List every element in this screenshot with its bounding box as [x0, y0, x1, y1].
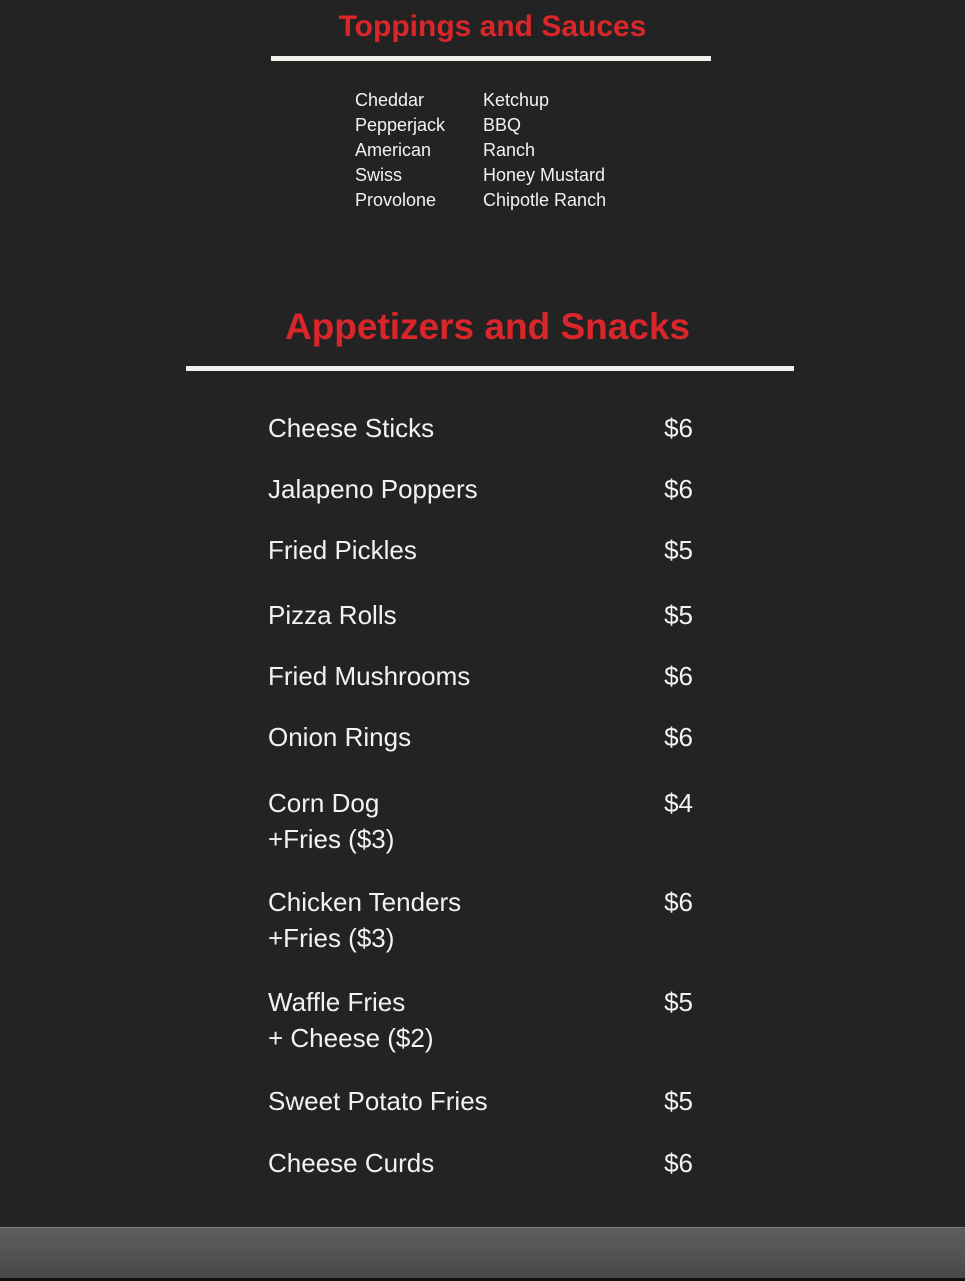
menu-item-cheese-curds	[268, 1145, 693, 1181]
list-item: Chipotle Ranch	[483, 190, 607, 210]
menu-item-name: Onion Rings	[268, 722, 412, 752]
menu-item-fried-mushrooms	[268, 658, 693, 694]
appetizers-section-title: Appetizers and Snacks	[284, 306, 691, 347]
list-item: Provolone	[355, 190, 437, 210]
menu-item-price: $5	[664, 1086, 693, 1116]
appetizers-divider	[186, 366, 794, 371]
list-item: Ranch	[483, 140, 536, 160]
menu-item-onion-rings	[268, 719, 693, 755]
menu-item-price: $6	[664, 1148, 693, 1178]
list-item: American	[355, 140, 432, 160]
menu-item-price: $5	[664, 987, 693, 1017]
footer-bar	[0, 1227, 965, 1281]
menu-item-name: Cheese Sticks	[268, 413, 435, 443]
menu-item-addon: +Fries ($3)	[268, 824, 395, 854]
toppings-divider	[271, 56, 711, 61]
menu-item-sweet-potato-fries	[268, 1083, 693, 1119]
toppings-section-title: Toppings and Sauces	[338, 10, 647, 43]
menu-item-jalapeno-poppers	[268, 471, 693, 507]
cheese-list	[355, 88, 445, 213]
list-item: Swiss	[355, 165, 403, 185]
menu-item-name: Chicken Tenders	[268, 887, 462, 917]
menu-item-price: $6	[664, 722, 693, 752]
menu-item-price: $6	[664, 661, 693, 691]
menu-item-name: Jalapeno Poppers	[268, 474, 478, 504]
menu-item-price: $6	[664, 474, 693, 504]
menu-item-name: Pizza Rolls	[268, 600, 397, 630]
list-item: BBQ	[483, 115, 522, 135]
list-item: Cheddar	[355, 90, 425, 110]
menu-item-cheese-sticks	[268, 410, 693, 446]
menu-item-name: Sweet Potato Fries	[268, 1086, 488, 1116]
menu-item-name: Waffle Fries	[268, 987, 406, 1017]
menu-item-price: $6	[664, 413, 693, 443]
menu-item-chicken-tenders	[268, 884, 693, 956]
menu-item-waffle-fries	[268, 984, 693, 1056]
menu-item-name: Fried Mushrooms	[268, 661, 471, 691]
menu-item-name: Fried Pickles	[268, 535, 417, 565]
menu-item-corn-dog	[268, 785, 693, 857]
menu-item-price: $5	[664, 535, 693, 565]
list-item: Pepperjack	[355, 115, 446, 135]
menu-item-name: Cheese Curds	[268, 1148, 435, 1178]
sauce-list	[483, 88, 606, 213]
menu-item-fried-pickles	[268, 532, 693, 568]
list-item: Honey Mustard	[483, 165, 606, 185]
menu-item-price: $5	[664, 600, 693, 630]
menu-item-price: $4	[664, 788, 693, 818]
menu-item-name: Corn Dog	[268, 788, 380, 818]
list-item: Ketchup	[483, 90, 550, 110]
menu-item-pizza-rolls	[268, 597, 693, 633]
menu-item-addon: + Cheese ($2)	[268, 1023, 434, 1053]
menu-item-addon: +Fries ($3)	[268, 923, 395, 953]
menu-item-price: $6	[664, 887, 693, 917]
